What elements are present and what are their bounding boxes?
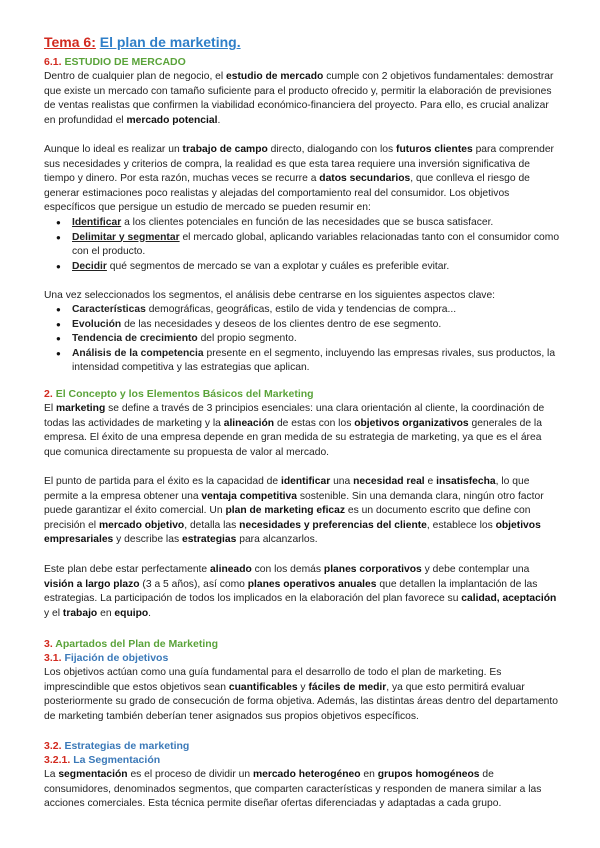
bold-term: alineación: [223, 417, 275, 429]
bold-term: mercado heterogéneo: [252, 769, 361, 780]
text-run: Los objetivos actúan como una guía fundamental para el desarrollo de todo el plan de marketing. Es imprescindible que estos objetivos sean: [44, 667, 502, 693]
heading-number: 6.1.: [44, 56, 62, 68]
text-run: Aunque lo ideal es realizar un: [44, 144, 183, 155]
bold-term: Tendencia de crecimiento: [72, 333, 198, 344]
text-run: a los clientes potenciales en función de las necesidades que se busca satisfacer.: [121, 217, 494, 228]
text-run: para comprender sus necesidades y criterios de compra, la realidad es que esta tarea requiere una inversión significativa de tiempo y dinero. Por esta razón, muchas veces se recurre a: [44, 144, 554, 184]
paragraph-1: [44, 70, 560, 128]
text-run: , lo que permite a la empresa obtener una: [44, 476, 530, 502]
bold-underlined-term: Delimitar y segmentar: [72, 231, 180, 243]
bold-term: mercado objetivo: [98, 519, 185, 531]
list-item: [44, 216, 560, 231]
text-run: demográficas, geográficas, estilo de vida y tendencias de compra...: [145, 304, 457, 315]
heading-2: [44, 388, 314, 400]
bold-term: ventaja competitiva: [201, 490, 297, 502]
title-text: El plan de marketing.: [99, 34, 241, 50]
text-run: El punto de partida para el éxito es la capacidad de: [44, 476, 281, 487]
aspects-list: [44, 303, 560, 376]
heading-text: ESTUDIO DE MERCADO: [64, 56, 186, 68]
text-run: que detallen la implantación de las estrategias. La participación de todos los implicados en la elaboración del plan favorece su: [44, 578, 538, 604]
bold-term: futuros clientes: [396, 144, 473, 155]
bold-term: marketing: [56, 403, 106, 414]
bold-term: visión a largo plazo: [44, 578, 140, 590]
bold-underlined-term: Decidir: [72, 260, 107, 272]
text-run: en: [97, 607, 115, 619]
bold-term: planes corporativos: [323, 564, 422, 575]
heading-number: 3.: [44, 638, 53, 650]
paragraph-7: [44, 666, 560, 724]
text-run: y el: [44, 607, 63, 619]
text-run: , ya que esto permitirá evaluar posteriormente su grado de consecución de forma objetiva. Además, las distintas áreas dentro del departamento de marketing también deberían tener asignados sus propios objetivos específicos.: [44, 681, 558, 722]
bold-term: insatisfecha: [436, 476, 496, 487]
text-run: , que conlleva el riesgo de generar estimaciones poco realistas y alejadas del comportamiento real del consumidor. Los objetivos específicos que persigue un estudio de mercado se pueden resumir en:: [44, 173, 530, 213]
text-run: qué segmentos de mercado se van a explotar y cuáles es preferible evitar.: [106, 260, 450, 272]
heading-number: 3.2.: [44, 740, 62, 752]
text-run: Una vez seleccionados los segmentos, el análisis debe centrarse en los siguientes aspectos clave:: [44, 290, 496, 301]
bold-term: fáciles de medir: [308, 681, 387, 693]
heading-3-2-1: [44, 754, 160, 766]
heading-3: [44, 638, 218, 650]
bold-term: equipo: [114, 607, 149, 619]
bold-term: grupos homogéneos: [377, 769, 480, 780]
heading-3-2: [44, 740, 189, 752]
bold-term: objetivos organizativos: [354, 417, 469, 429]
list-item: [44, 318, 560, 333]
heading-number: 2.: [44, 388, 53, 400]
list-item: [44, 347, 560, 376]
bold-term: trabajo: [62, 607, 98, 619]
text-run: del propio segmento.: [197, 333, 297, 344]
text-run: Dentro de cualquier plan de negocio, el: [44, 71, 227, 82]
text-run: presente en el segmento, incluyendo las empresas rivales, sus productos, la intensidad competitiva y las estrategias que aplican.: [72, 347, 556, 373]
text-run: es un documento escrito que define con precisión el: [44, 505, 531, 531]
paragraph-6: [44, 563, 560, 621]
bold-term: cuantificables: [228, 681, 298, 693]
text-run: cumple con 2 objetivos fundamentales: demostrar que existe un mercado con tamaño suficiente para el producto ofrecido y, permitir la elaboración de previsiones de ventas realistas que confirmen la viabilidad económico-financiera del proyecto. Para ello, es crucial analizar en profundidad el: [44, 71, 554, 126]
text-run: con los demás: [251, 564, 324, 575]
text-run: La: [44, 769, 59, 780]
bold-term: alineado: [210, 564, 252, 575]
bold-term: estudio de mercado: [226, 71, 324, 82]
heading-6-1: [44, 56, 186, 68]
bold-term: segmentación: [58, 769, 128, 780]
bold-term: estrategias: [181, 534, 237, 545]
bold-term: objetivos empresariales: [44, 519, 541, 545]
text-run: y debe contemplar una: [421, 564, 530, 575]
page-title: [44, 34, 241, 50]
bold-term: planes operativos anuales: [247, 578, 377, 590]
text-run: Este plan debe estar perfectamente: [44, 564, 210, 575]
heading-number: 3.2.1.: [44, 754, 71, 766]
text-run: en: [360, 769, 378, 780]
text-run: y describe las: [113, 534, 182, 545]
bold-underlined-term: Identificar: [72, 217, 122, 228]
heading-text: La Segmentación: [73, 754, 161, 766]
list-item: [44, 231, 560, 260]
text-run: sostenible. Sin una demanda clara, ningún otro factor puede garantizar el éxito comercial. Un: [44, 490, 544, 516]
paragraph-5: [44, 475, 560, 548]
text-run: es el proceso de dividir un: [127, 769, 253, 780]
bold-term: Características: [72, 304, 146, 315]
text-run: El: [44, 403, 57, 414]
text-run: y: [297, 681, 309, 693]
text-run: se define a través de 3 principios esenciales: una clara orientación al cliente, la coordinación de todas las actividades de marketing y la: [44, 403, 545, 429]
title-number: Tema 6:: [44, 34, 96, 50]
heading-3-1: [44, 652, 168, 664]
list-item: [44, 260, 560, 275]
bold-term: trabajo de campo: [182, 144, 268, 155]
text-run: una: [330, 476, 354, 487]
list-item: [44, 332, 560, 347]
list-item: [44, 303, 560, 318]
objectives-list: [44, 216, 560, 274]
text-run: e: [424, 476, 437, 487]
paragraph-8: [44, 768, 560, 812]
bold-term: datos secundarios: [319, 173, 411, 184]
bold-term: Análisis de la competencia: [72, 347, 204, 359]
heading-text: Estrategias de marketing: [64, 740, 190, 752]
text-run: .: [217, 114, 221, 126]
text-run: , detalla las: [184, 519, 240, 531]
text-run: .: [148, 607, 152, 619]
heading-text: Fijación de objetivos: [64, 652, 169, 664]
text-run: de estas con los: [274, 417, 355, 429]
bold-term: necesidades y preferencias del cliente: [239, 519, 427, 531]
text-run: (3 a 5 años), así como: [139, 578, 248, 590]
paragraph-2: [44, 143, 560, 216]
text-run: de consumidores, denominados segmentos, que comparten características y responden de manera similar a las acciones comerciales. Esta técnica permite diseñar ofertas diferenciadas y adaptadas a cada grupo.: [44, 769, 542, 809]
text-run: el mercado global, aplicando variables relacionadas tanto con el consumidor como con el producto.: [72, 231, 560, 257]
bold-term: Evolución: [72, 318, 122, 330]
text-run: para alcanzarlos.: [236, 534, 318, 545]
heading-text: Apartados del Plan de Marketing: [55, 638, 219, 650]
text-run: generales de la empresa. El éxito de una empresa depende en gran medida de su estrategia de marketing, ya que es el área que comunica directamente su propuesta de valor al mercado.: [44, 417, 542, 458]
bold-term: plan de marketing eficaz: [225, 505, 346, 516]
text-run: directo, dialogando con los: [267, 144, 397, 155]
paragraph-4: [44, 402, 560, 460]
bold-term: calidad, aceptación: [461, 593, 557, 604]
paragraph-3: [44, 289, 560, 304]
heading-text: El Concepto y los Elementos Básicos del Marketing: [55, 388, 314, 400]
bold-term: necesidad real: [353, 476, 425, 487]
heading-number: 3.1.: [44, 652, 62, 664]
bold-term: identificar: [281, 476, 331, 487]
text-run: de las necesidades y deseos de los clientes dentro de ese segmento.: [121, 318, 442, 330]
text-run: , establece los: [426, 519, 496, 531]
bold-term: mercado potencial: [126, 114, 218, 126]
